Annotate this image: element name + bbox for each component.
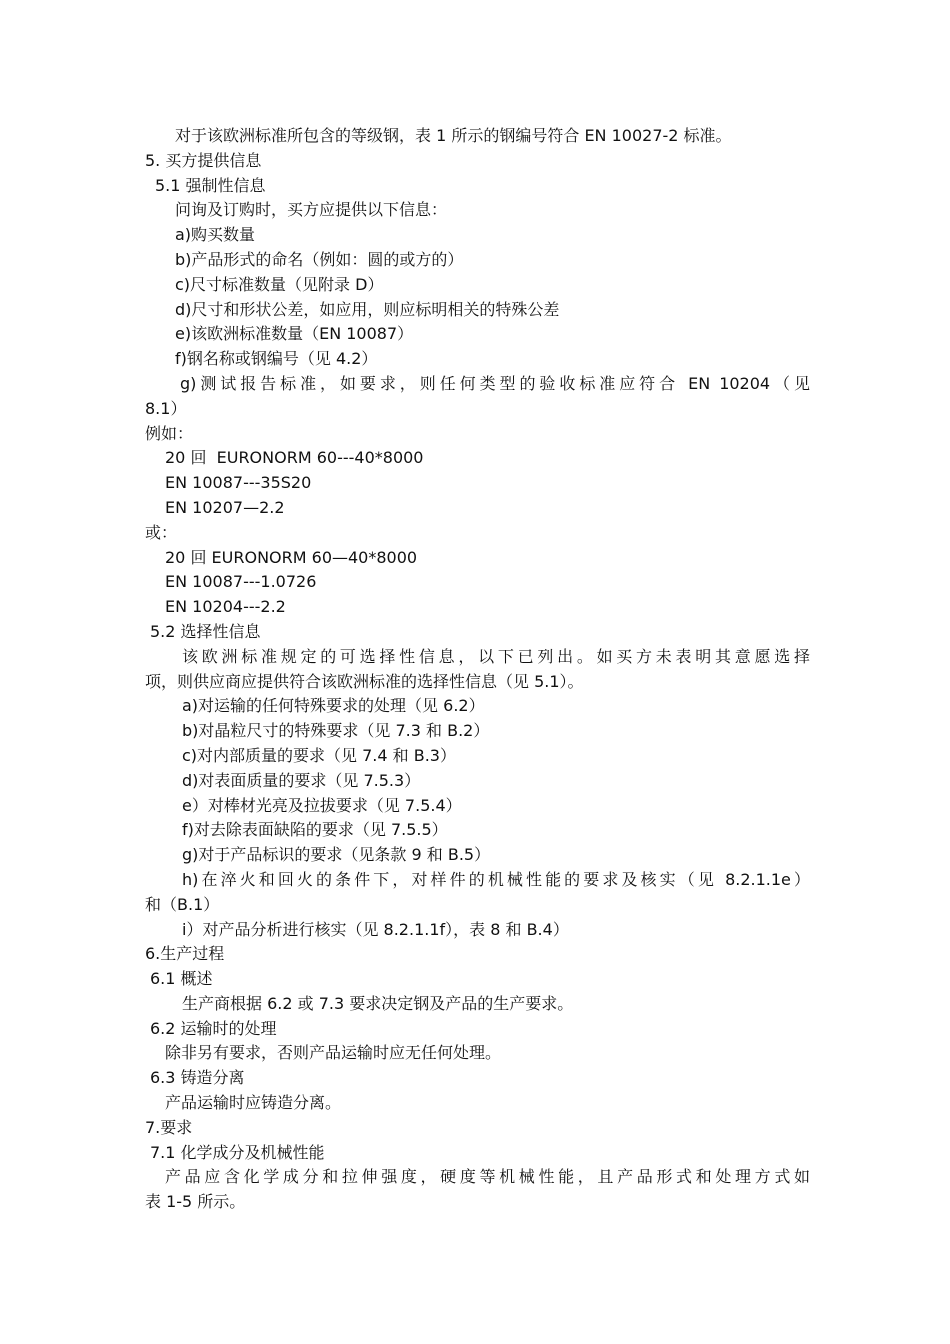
paragraph-text: 产品运输时应铸造分离。 [165, 1093, 342, 1113]
example-line: EN 10087---35S20 [165, 473, 312, 493]
paragraph-text: 生产商根据 6.2 或 7.3 要求决定钢及产品的生产要求。 [182, 993, 574, 1013]
list-item: f)钢名称或钢编号（见 4.2） [175, 349, 378, 369]
paragraph-text: 问询及订购时，买方应提供以下信息： [175, 200, 448, 220]
paragraph-text: 除非另有要求，否则产品运输时应无任何处理。 [165, 1043, 502, 1063]
paragraph-text: 项，则供应商应提供符合该欧洲标准的选择性信息（见 5.1）。 [145, 671, 584, 691]
section-heading-5: 5. 买方提供信息 [145, 150, 262, 170]
subsection-heading-7-1: 7.1 化学成分及机械性能 [150, 1142, 325, 1162]
document-body [145, 124, 810, 1215]
list-item: g)对于产品标识的要求（见条款 9 和 B.5） [182, 845, 491, 865]
subsection-heading-5-2: 5.2 选择性信息 [150, 621, 261, 641]
subsection-heading-6-1: 6.1 概述 [150, 969, 213, 989]
paragraph-text: 表 1-5 所示。 [145, 1192, 246, 1212]
subsection-heading-6-2: 6.2 运输时的处理 [150, 1018, 277, 1038]
example-label: 或： [145, 522, 178, 542]
list-item: a)对运输的任何特殊要求的处理（见 6.2） [182, 696, 485, 716]
example-line: EN 10087---1.0726 [165, 572, 317, 592]
list-item: b)产品形式的命名（例如：圆的或方的） [175, 249, 464, 269]
list-item: i）对产品分析进行核实（见 8.2.1.1f），表 8 和 B.4） [182, 919, 569, 939]
section-heading-6: 6.生产过程 [145, 944, 225, 964]
subsection-heading-5-1: 5.1 强制性信息 [155, 175, 266, 195]
list-item: f)对去除表面缺陷的要求（见 7.5.5） [182, 820, 448, 840]
list-item: a)购买数量 [175, 225, 256, 245]
list-item: b)对晶粒尺寸的特殊要求（见 7.3 和 B.2） [182, 721, 490, 741]
paragraph-text: 产品应含化学成分和拉伸强度，硬度等机械性能，且产品形式和处理方式如 [165, 1167, 810, 1187]
section-heading-7: 7.要求 [145, 1117, 193, 1137]
intro-paragraph: 对于该欧洲标准所包含的等级钢，表 1 所示的钢编号符合 EN 10027-2 标准。 [175, 126, 732, 145]
example-line: EN 10207—2.2 [165, 497, 285, 517]
list-item-continuation: 8.1） [145, 398, 187, 418]
list-item: e）对棒材光亮及拉拔要求（见 7.5.4） [182, 795, 462, 815]
example-label: 例如： [145, 423, 194, 443]
example-line: EN 10204---2.2 [165, 597, 286, 617]
example-line: 20 回 EURONORM 60—40*8000 [165, 547, 418, 567]
list-item-continuation: 和（B.1） [145, 894, 220, 914]
subsection-heading-6-3: 6.3 铸造分离 [150, 1068, 245, 1088]
list-item: c)对内部质量的要求（见 7.4 和 B.3） [182, 745, 456, 765]
list-item: g)测试报告标准，如要求，则任何类型的验收标准应符合 EN 10204（见 [180, 373, 810, 393]
list-item: d)对表面质量的要求（见 7.5.3） [182, 770, 421, 790]
paragraph-text: 该欧洲标准规定的可选择性信息，以下已列出。如买方未表明其意愿选择 [182, 646, 810, 666]
example-line: 20 回 EURONORM 60---40*8000 [165, 448, 424, 468]
list-item: h)在淬火和回火的条件下，对样件的机械性能的要求及核实（见 8.2.1.1e） [182, 869, 810, 889]
list-item: d)尺寸和形状公差，如应用，则应标明相关的特殊公差 [175, 299, 560, 319]
list-item: c)尺寸标准数量（见附录 D） [175, 274, 384, 294]
list-item: e)该欧洲标准数量（EN 10087） [175, 324, 414, 344]
